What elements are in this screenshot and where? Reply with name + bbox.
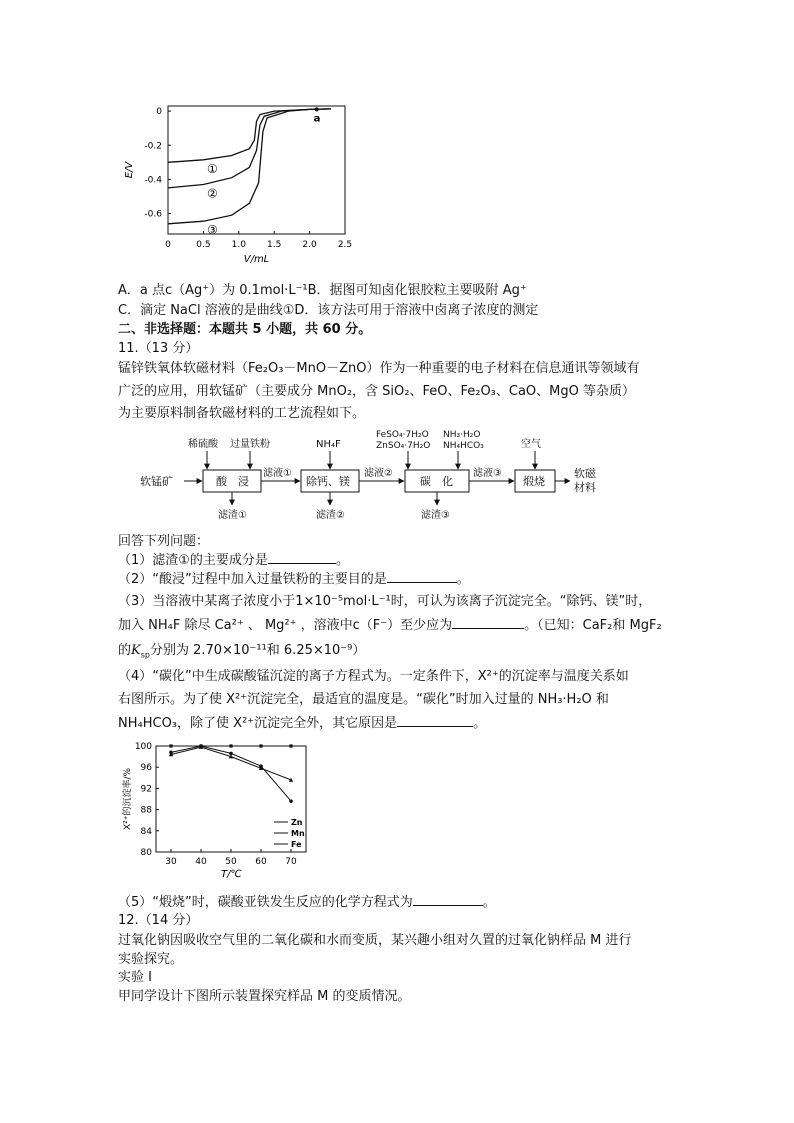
process-flow-diagram (140, 425, 610, 525)
flow-input: 软锰矿 (140, 475, 173, 488)
flow-reagent-3d: NH₄HCO₃ (443, 441, 484, 451)
y-tick-label: -0.6 (144, 209, 162, 220)
option-a: A．a 点c（Ag⁺）为 0.1mol·L⁻¹ (118, 283, 308, 298)
flow-step-1: 酸 浸 (216, 475, 249, 488)
flow-reagent-1a: 稀硫酸 (188, 439, 218, 450)
flow-reagent-2: NH₄F (316, 439, 341, 450)
q11-part-1: （1）滤渣①的主要成分是 。 (118, 553, 349, 568)
data-point (289, 744, 292, 747)
q11-intro-3: 为主要原料制备软磁材料的工艺流程如下。 (118, 406, 366, 421)
flow-reagent-3a: FeSO₄·7H₂O (376, 430, 429, 440)
answer-blank-5[interactable] (413, 893, 483, 906)
option-b: B．据图可知卤化银胶粒主要吸附 Ag⁺ (307, 283, 527, 298)
point-a-label: a (313, 113, 321, 125)
legend-label: Fe (291, 840, 302, 849)
q12-line-1: 过氧化钠因吸收空气里的二氧化碳和水而变质，某兴趣小组对久置的过氧化钠样品 M 进行 (118, 933, 632, 948)
q12-number: 12.（14 分） (118, 913, 199, 928)
y-tick-label: 96 (140, 763, 152, 774)
option-d: D．该方法可用于溶液中卤离子浓度的测定 (294, 303, 539, 318)
x-tick-label: 60 (255, 857, 267, 867)
q11-part-3c: 的$K_{sp}$分别为 2.70×10⁻¹¹和 6.25×10⁻⁹） (118, 643, 366, 660)
y-axis-label: E/V (124, 161, 135, 179)
titration-chart (118, 100, 368, 275)
x-tick-label: 1.0 (231, 240, 246, 250)
answer-blank-3[interactable] (452, 616, 524, 629)
y-tick-label: 84 (140, 826, 152, 837)
series-label-2: ② (206, 186, 218, 201)
flow-residue-3: 滤渣③ (421, 510, 450, 521)
flow-reagent-3c: NH₃·H₂O (443, 430, 481, 440)
legend-label: Mn (291, 829, 305, 838)
q11-intro-1: 锰锌铁氧体软磁材料（Fe₂O₃－MnO－ZnO）作为一种重要的电子材料在信息通讯等领域有 (118, 361, 640, 376)
answer-blank-1[interactable] (268, 551, 336, 564)
series-label-1: ① (206, 161, 218, 176)
series-label-3: ③ (206, 223, 218, 238)
x-tick-label: 2.0 (302, 240, 317, 250)
flow-step-2: 除钙、镁 (306, 475, 350, 488)
precipitation-chart (118, 738, 318, 888)
point-a-marker (315, 107, 319, 111)
x-tick-label: 0.5 (196, 240, 211, 250)
option-c: C．滴定 NaCl 溶液的是曲线① (118, 303, 295, 318)
flow-filtrate-3: 滤液③ (473, 468, 502, 479)
data-point (229, 744, 232, 747)
flow-reagent-4: 空气 (521, 439, 541, 450)
y-tick-label: 92 (140, 784, 152, 795)
option-a-b (118, 281, 527, 301)
q12-line-3: 甲同学设计下图所示装置探究样品 M 的变质情况。 (118, 989, 411, 1004)
flow-filtrate-1: 滤液① (263, 468, 292, 479)
flow-step-4: 煅烧 (523, 475, 545, 488)
x-tick-label: 0 (165, 240, 171, 250)
x-axis-label: T/℃ (221, 869, 242, 880)
q11-number: 11.（13 分） (118, 341, 199, 356)
flow-filtrate-2: 滤液② (364, 468, 393, 479)
x-tick-label: 70 (285, 857, 297, 867)
flow-output-1: 软磁 (574, 467, 596, 480)
q12-experiment-label: 实验 I (118, 970, 152, 985)
option-c-d (118, 301, 538, 321)
legend-label: Zn (291, 818, 303, 827)
flow-output-2: 材料 (574, 481, 596, 494)
section-2-title: 二、非选择题：本题共 5 小题，共 60 分。 (118, 322, 372, 337)
y-tick-label: 80 (140, 848, 152, 858)
q11-part-4b: 右图所示。为了使 X²⁺沉淀完全，最适宜的温度是。“碳化”时加入过量的 NH₃·H₂O 和 (118, 692, 609, 707)
y-tick-label: 100 (134, 742, 152, 752)
x-tick-label: 30 (165, 857, 177, 867)
answer-prompt: 回答下列问题： (118, 534, 210, 549)
answer-blank-2[interactable] (387, 570, 457, 583)
data-point (169, 744, 172, 747)
q11-part-4a: （4）“碳化”中生成碳酸锰沉淀的离子方程式为。一定条件下，X²⁺的沉淀率与温度关系如 (118, 669, 629, 684)
ksp-symbol: K (131, 643, 141, 658)
x-tick-label: 1.5 (267, 240, 282, 250)
q12-line-2: 实验探究。 (118, 952, 184, 967)
y-tick-label: -0.4 (144, 175, 162, 186)
flow-reagent-1b: 过量铁粉 (230, 439, 270, 450)
answer-blank-4[interactable] (397, 714, 473, 727)
y-tick-label: 88 (140, 805, 152, 816)
q11-part-5: （5）“煅烧”时，碳酸亚铁发生反应的化学方程式为 。 (118, 895, 496, 910)
q11-part-4c: NH₄HCO₃，除了使 X²⁺沉淀完全外，其它原因是 。 (118, 716, 487, 731)
x-axis-label: V/mL (243, 254, 270, 265)
y-tick-label: -0.2 (144, 141, 162, 152)
data-point (259, 744, 262, 747)
y-axis-label: X²⁺的沉淀率/% (123, 767, 133, 831)
plot-frame (156, 746, 306, 852)
q11-intro-2: 广泛的应用，用软锰矿（主要成分 MnO₂，含 SiO₂、FeO、Fe₂O₃、CaO、MgO 等杂质） (118, 384, 635, 399)
flow-reagent-3b: ZnSO₄·7H₂O (376, 441, 431, 451)
q11-part-3a: （3）当溶液中某离子浓度小于1×10⁻⁵mol·L⁻¹时，可认为该离子沉淀完全。“除钙、镁”时， (118, 594, 652, 609)
y-tick-label: 0 (156, 107, 162, 118)
series-line-1 (168, 109, 331, 162)
x-tick-label: 40 (195, 857, 207, 867)
flow-residue-2: 滤渣② (316, 510, 345, 521)
q11-part-2: （2）“酸浸”过程中加入过量铁粉的主要目的是 。 (118, 572, 470, 587)
flow-step-3: 碳 化 (420, 475, 453, 488)
x-tick-label: 50 (225, 857, 237, 867)
flow-residue-1: 滤渣① (218, 510, 247, 521)
data-point (289, 799, 293, 803)
q11-part-3b: 加入 NH₄F 除尽 Ca²⁺ 、 Mg²⁺ ，溶液中c（F⁻）至少应为 。（已知：CaF₂和 MgF₂ (118, 618, 662, 633)
x-tick-label: 2.5 (337, 240, 353, 250)
